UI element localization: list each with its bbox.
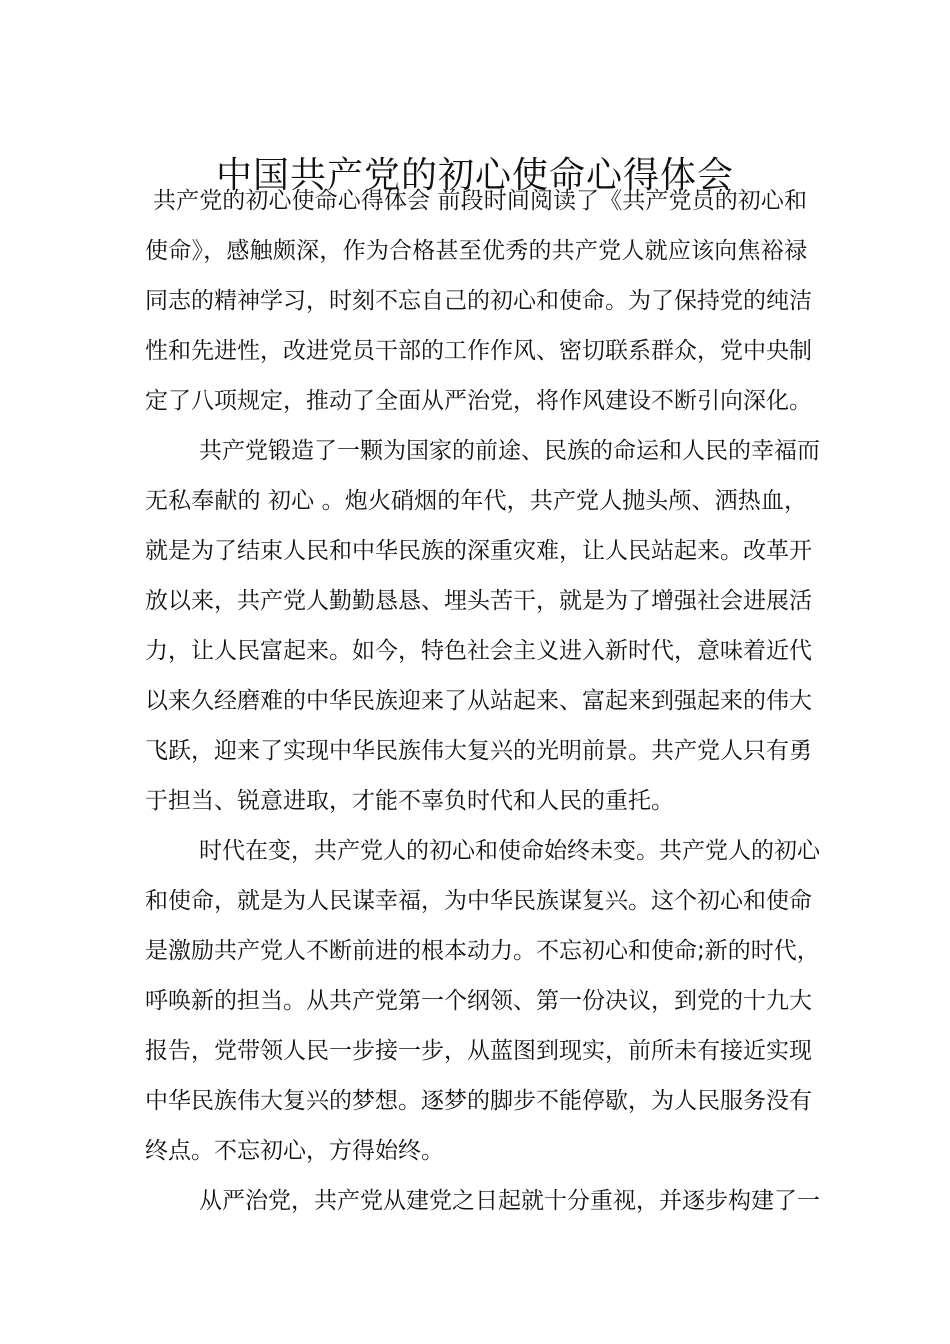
text-line: 放以来，共产党人勤勤恳恳、埋头苦干，就是为了增强社会进展活 [145, 588, 812, 614]
text-line: 以来久经磨难的中华民族迎来了从站起来、富起来到强起来的伟大 [145, 688, 812, 714]
text-line: 终点。不忘初心，方得始终。 [145, 1138, 444, 1164]
text-line: 定了八项规定，推动了全面从严治党，将作风建设不断引向深化。 [145, 388, 812, 414]
text-line: 和使命，就是为人民谋幸福，为中华民族谋复兴。这个初心和使命 [145, 888, 812, 914]
text-line: 中华民族伟大复兴的梦想。逐梦的脚步不能停歇，为人民服务没有 [145, 1088, 812, 1114]
text-line: 同志的精神学习，时刻不忘自己的初心和使命。为了保持党的纯洁 [145, 288, 812, 314]
text-line: 飞跃，迎来了实现中华民族伟大复兴的光明前景。共产党人只有勇 [145, 738, 812, 764]
text-line: 呼唤新的担当。从共产党第一个纲领、第一份决议，到党的十九大 [145, 988, 812, 1014]
document-title: 中国共产党的初心使命心得体会 [215, 155, 734, 197]
text-line: 性和先进性，改进党员干部的工作作风、密切联系群众，党中央制 [145, 338, 812, 364]
text-line: 使命》，感触颇深，作为合格甚至优秀的共产党人就应该向焦裕禄 [145, 238, 807, 264]
text-line: 是激励共产党人不断前进的根本动力。不忘初心和使命;新的时代， [145, 938, 820, 964]
text-line: 报告，党带领人民一步接一步，从蓝图到现实，前所未有接近实现 [145, 1038, 812, 1064]
text-line: 就是为了结束人民和中华民族的深重灾难，让人民站起来。改革开 [145, 538, 812, 564]
text-line: 从严治党，共产党从建党之日起就十分重视，并逐步构建了一 [199, 1188, 820, 1214]
text-line: 于担当、锐意进取，才能不辜负时代和人民的重托。 [145, 788, 674, 814]
text-line: 力，让人民富起来。如今，特色社会主义进入新时代，意味着近代 [145, 638, 812, 664]
text-line: 时代在变，共产党人的初心和使命始终未变。共产党人的初心 [199, 838, 820, 864]
text-line: 无私奉献的 初心 。炮火硝烟的年代，共产党人抛头颅、洒热血， [145, 488, 807, 514]
text-line: 共产党的初心使命心得体会 前段时间阅读了《共产党员的初心和 [153, 188, 807, 214]
text-line: 共产党锻造了一颗为国家的前途、民族的命运和人民的幸福而 [199, 438, 820, 464]
